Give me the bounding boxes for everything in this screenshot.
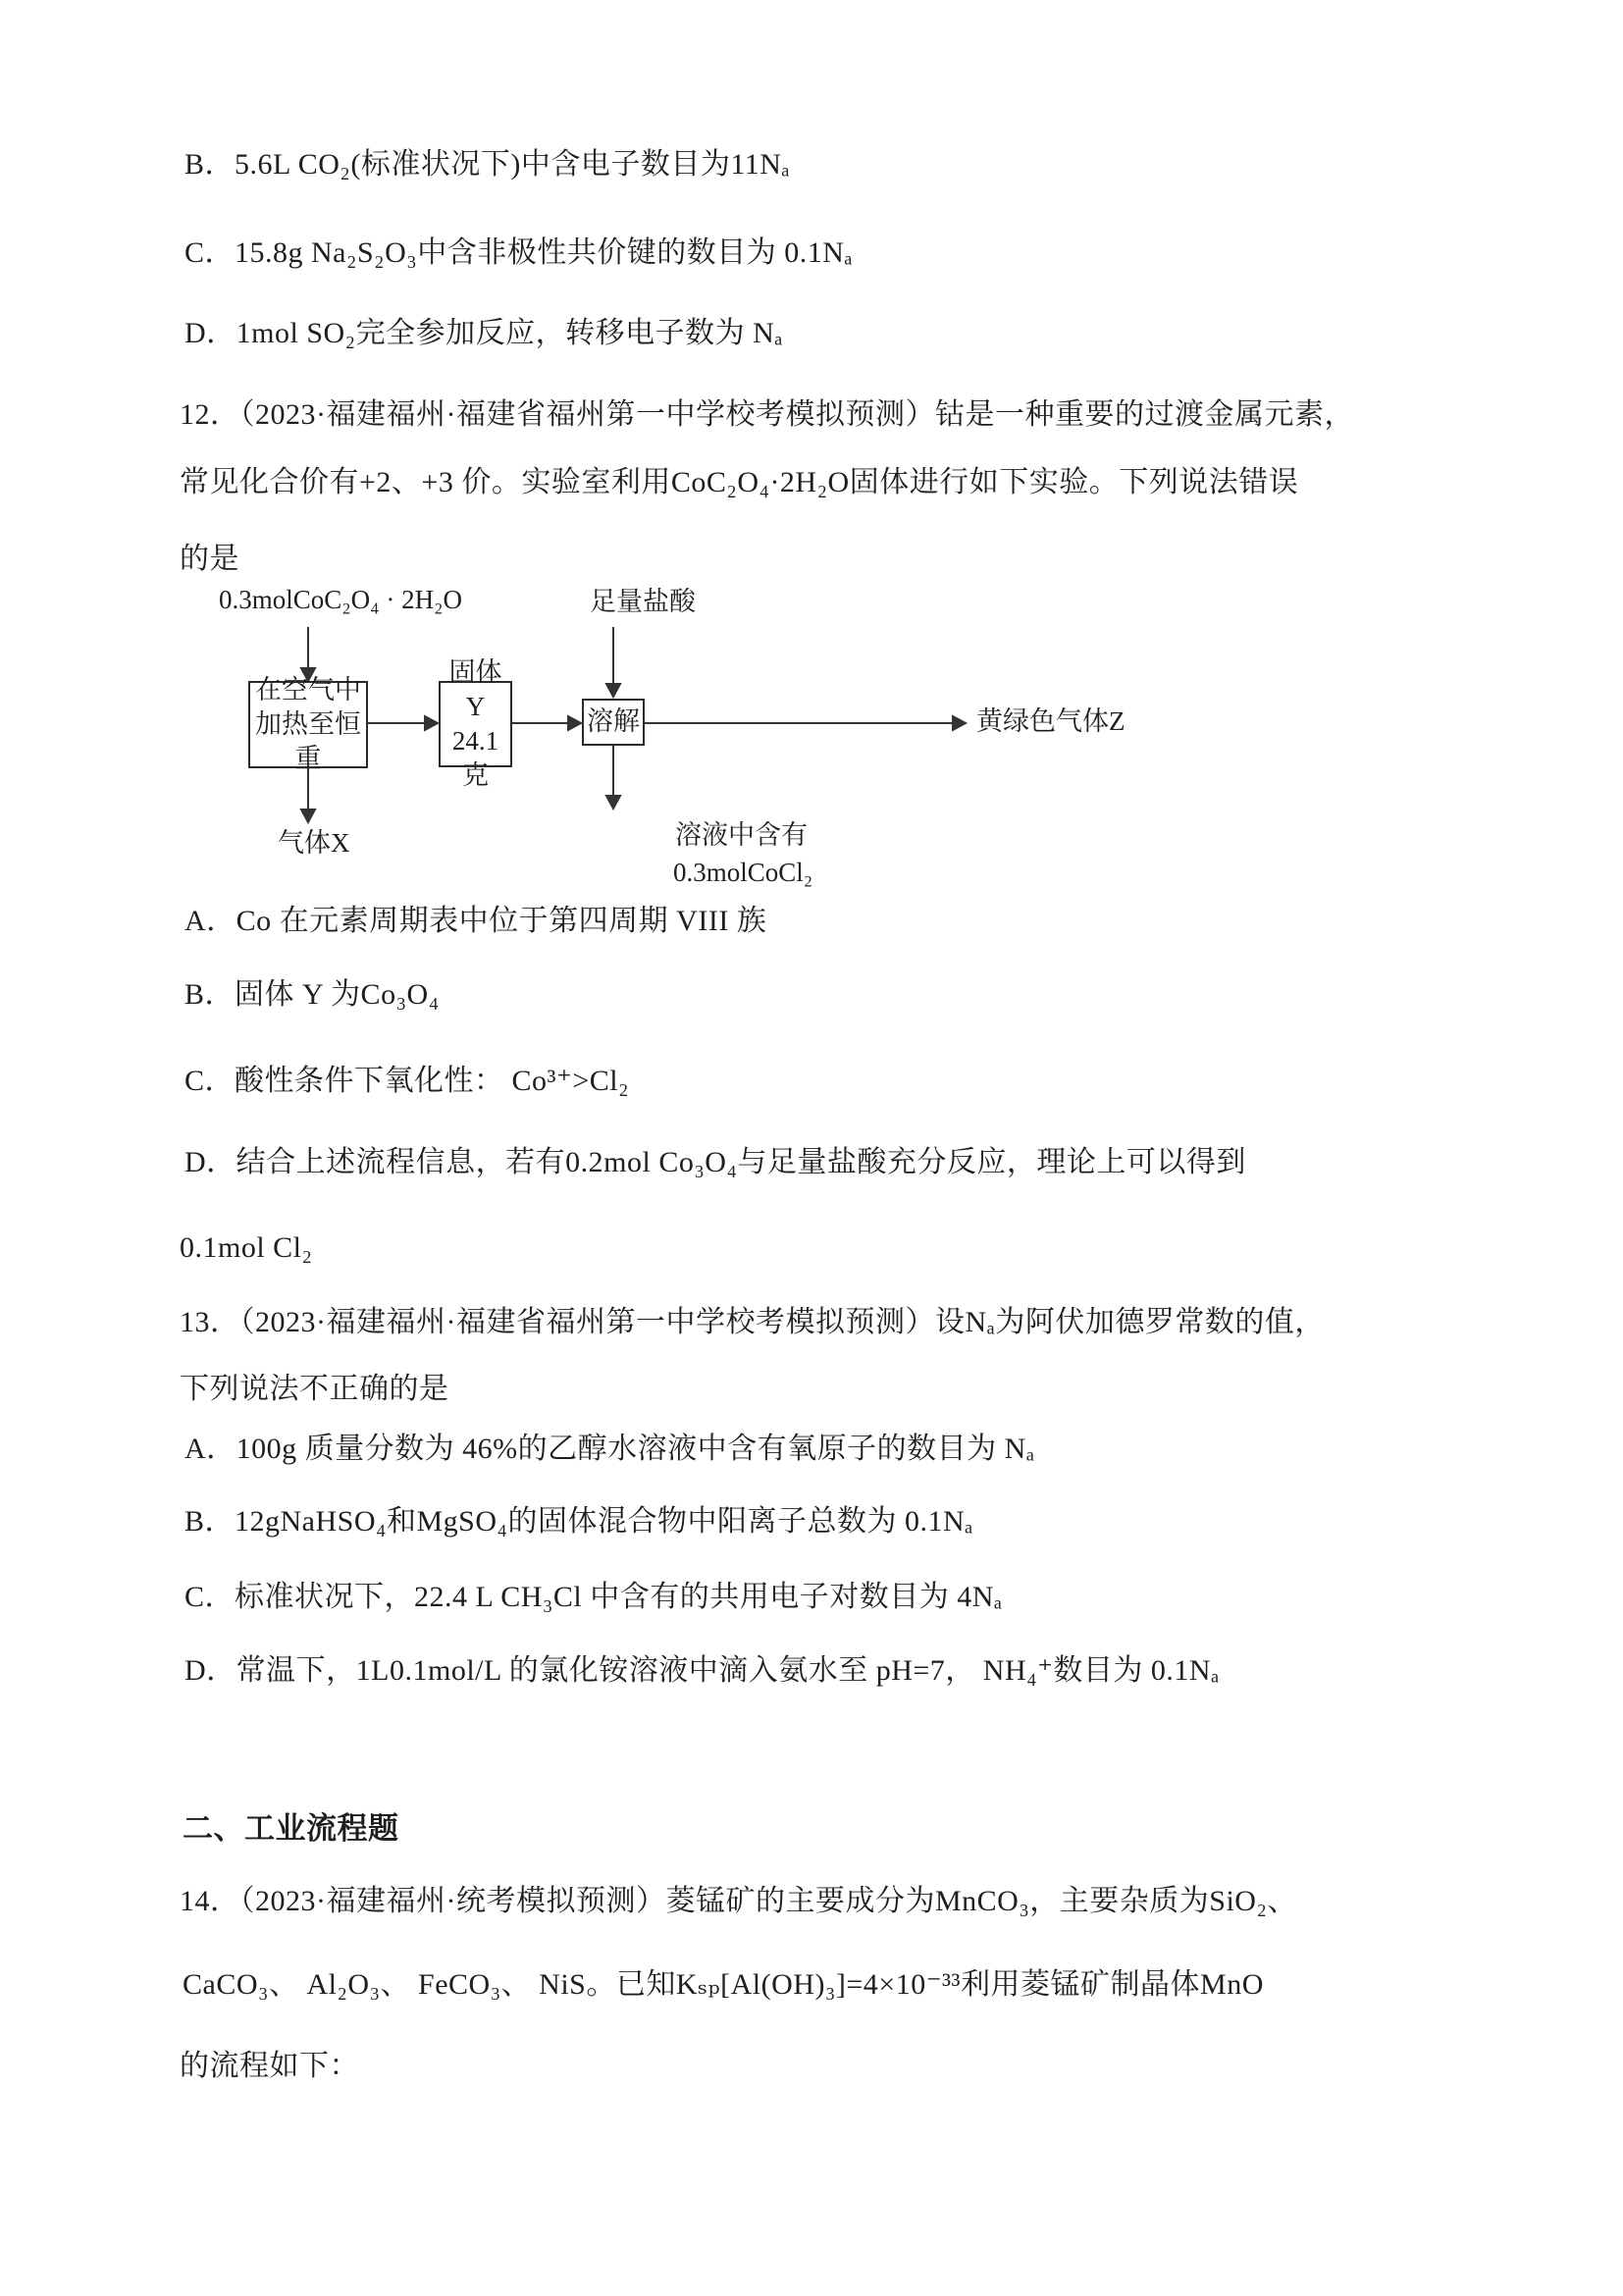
diagram-solution-label-line1: 溶液中含有 — [675, 820, 808, 850]
diagram-solution-label-line2: 0.3molCoCl₂ — [673, 858, 813, 887]
process-flow-diagram — [180, 584, 1171, 908]
q14-stem-line2: CaCO₃、 Al₂O₃、 FeCO₃、 NiS。已知Kₛₚ[Al(OH)₃]=4×10⁻³³利用菱锰矿制晶体MnO — [183, 1968, 1264, 2001]
diagram-input-label: 0.3molCoC₂O₄ · 2H₂O — [219, 585, 462, 614]
q11-option-d: D．1mol SO₂完全参加反应，转移电子数为 Nₐ — [184, 317, 784, 349]
process-box-heat — [248, 674, 368, 774]
diagram-gas-x-label: 气体X — [278, 828, 350, 858]
process-box-heat-line2: 加热至恒重 — [255, 708, 361, 774]
q11-option-c: C．15.8g Na₂S₂O₃中含非极性共价键的数目为 0.1Nₐ — [184, 236, 854, 269]
q12-option-d-continued: 0.1mol Cl₂ — [180, 1231, 313, 1264]
process-box-solid-y-line2: 24.1克 — [451, 726, 499, 791]
q12-option-b: B．固体 Y 为Co₃O₄ — [184, 978, 440, 1011]
process-box-dissolve-label: 溶解 — [587, 706, 640, 737]
process-box-solid-y — [439, 656, 512, 791]
q13-option-a: A．100g 质量分数为 46%的乙醇水溶液中含有氧原子的数目为 Nₐ — [184, 1433, 1035, 1465]
q12-stem-line1: 12．（2023·福建福州·福建省福州第一中学校考模拟预测）钴是一种重要的过渡金属元素， — [180, 398, 1354, 431]
diagram-gas-z-label: 黄绿色气体Z — [976, 706, 1126, 736]
q12-option-a: A．Co 在元素周期表中位于第四周期 VIII 族 — [184, 905, 767, 937]
q13-option-d: D．常温下，1L0.1mol/L 的氯化铵溶液中滴入氨水至 pH=7， NH₄⁺数目为 0.1Nₐ — [184, 1654, 1220, 1687]
q11-option-b: B．5.6L CO₂(标准状况下)中含电子数目为11Nₐ — [184, 148, 791, 181]
process-box-dissolve — [582, 699, 645, 746]
process-box-solid-y-line1: 固体Y — [448, 656, 502, 721]
diagram-hcl-label: 足量盐酸 — [590, 587, 696, 616]
q14-stem-line3: 的流程如下： — [180, 2050, 359, 2082]
q12-option-c: C．酸性条件下氧化性： Co³⁺>Cl₂ — [184, 1065, 630, 1097]
q12-stem-line2: 常见化合价有+2、+3 价。实验室利用CoC₂O₄·2H₂O固体进行如下实验。下列说法错误 — [180, 466, 1299, 498]
process-box-heat-line1: 在空气中 — [255, 674, 361, 704]
section-2-title: 二、工业流程题 — [183, 1811, 399, 1846]
q14-stem-line1: 14．（2023·福建福州·统考模拟预测）菱锰矿的主要成分为MnCO₃，主要杂质为SiO₂、 — [180, 1885, 1297, 1917]
q13-option-c: C．标准状况下，22.4 L CH₃Cl 中含有的共用电子对数目为 4Nₐ — [184, 1581, 1003, 1613]
q12-stem-line3: 的是 — [180, 543, 239, 575]
q12-option-d: D．结合上述流程信息，若有0.2mol Co₃O₄与足量盐酸充分反应，理论上可以得到 — [184, 1146, 1246, 1178]
q13-stem-line2: 下列说法不正确的是 — [180, 1373, 449, 1405]
q13-stem-line1: 13．（2023·福建福州·福建省福州第一中学校考模拟预测）设Nₐ为阿伏加德罗常数的值， — [180, 1306, 1325, 1338]
q13-option-b: B．12gNaHSO₄和MgSO₄的固体混合物中阳离子总数为 0.1Nₐ — [184, 1505, 973, 1538]
